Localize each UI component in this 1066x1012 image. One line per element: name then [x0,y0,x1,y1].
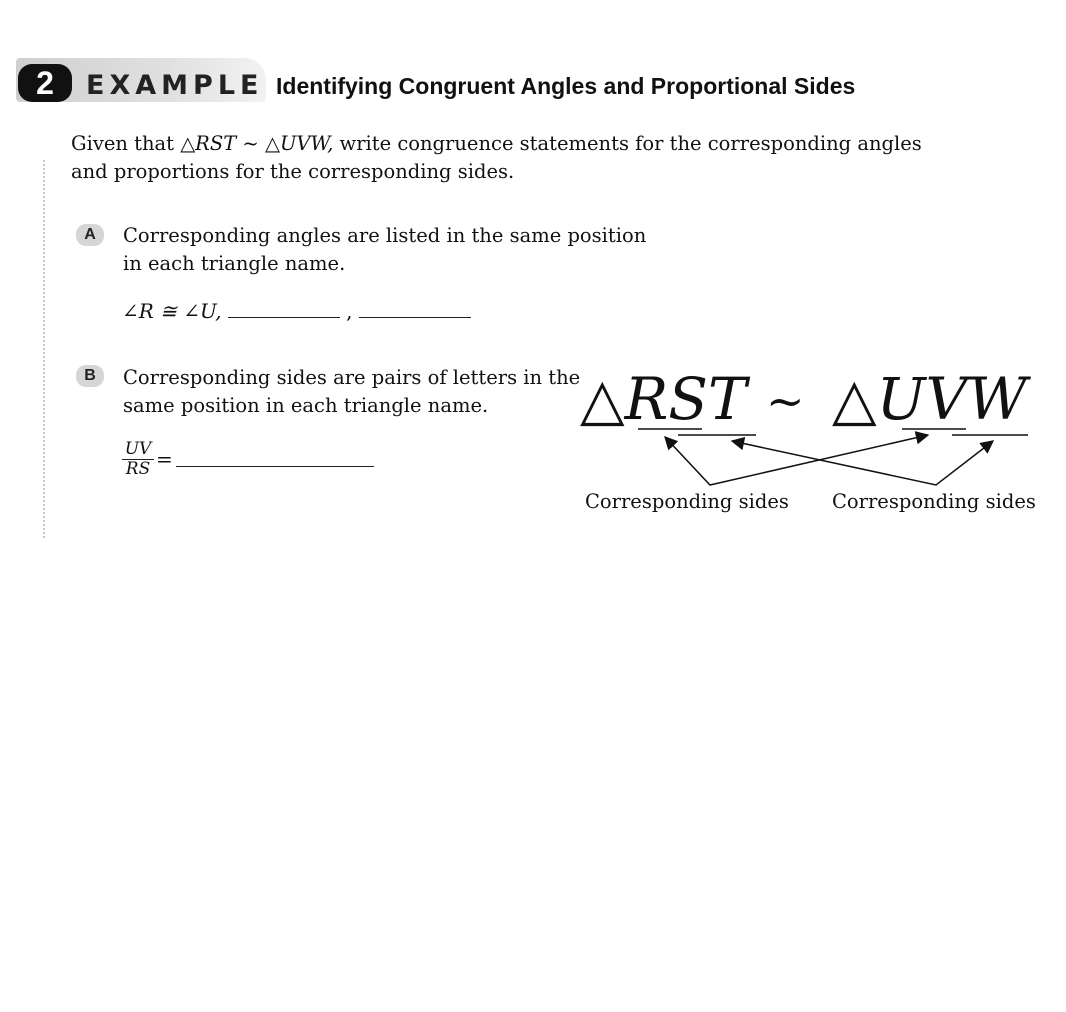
side-ratio-fraction [122,440,154,479]
fraction-denominator: RS [125,459,151,479]
fraction-equals: = [156,447,173,471]
part-b-text [123,364,580,420]
angle-answer-blank-1[interactable] [228,297,340,318]
correspondence-diagram [570,355,1060,490]
example-title: Identifying Congruent Angles and Proportional Sides [276,73,856,99]
part-a-line-1: Corresponding angles are listed in the same position [123,224,647,247]
similar-symbol: ~ [766,374,805,428]
angle-answer-blank-2[interactable] [359,297,471,318]
intro-line-2: and proportions for the corresponding sides. [71,160,515,183]
part-a-line-2: in each triangle name. [123,252,346,275]
example-header [16,55,876,107]
part-a-text [123,222,646,278]
right-triangle-name: △UVW [832,365,1027,433]
intro-suffix: write congruence statements for the corresponding angles [333,132,922,155]
arrow-st-vw [732,441,993,485]
intro-prefix: Given that [71,132,181,155]
fraction-numerator: UV [122,440,154,460]
left-triangle-name: △RST [580,365,747,433]
corresponding-sides-label-right: Corresponding sides [832,490,1036,513]
angle-separator: , [346,299,353,323]
corresponding-sides-label-left: Corresponding sides [585,490,789,513]
part-b-line-1: Corresponding sides are pairs of letters in the [123,366,581,389]
intro-paragraph [71,130,922,186]
part-a-badge: A [76,224,104,246]
angle-statement-given: ∠R ≅ ∠U, [122,299,222,323]
example-number: 2 [18,64,72,102]
part-b-line-2: same position in each triangle name. [123,394,489,417]
margin-divider [43,160,45,538]
proportion-answer-blank[interactable] [176,466,374,467]
example-label: EXAMPLE [86,70,264,101]
angle-congruence-statement [122,297,471,323]
arrow-rs-uv [665,435,928,485]
example-banner [16,58,266,102]
part-b-badge: B [76,365,104,387]
intro-line-1 [71,130,922,158]
intro-similarity-statement: △RST ~ △UVW, [180,132,334,155]
